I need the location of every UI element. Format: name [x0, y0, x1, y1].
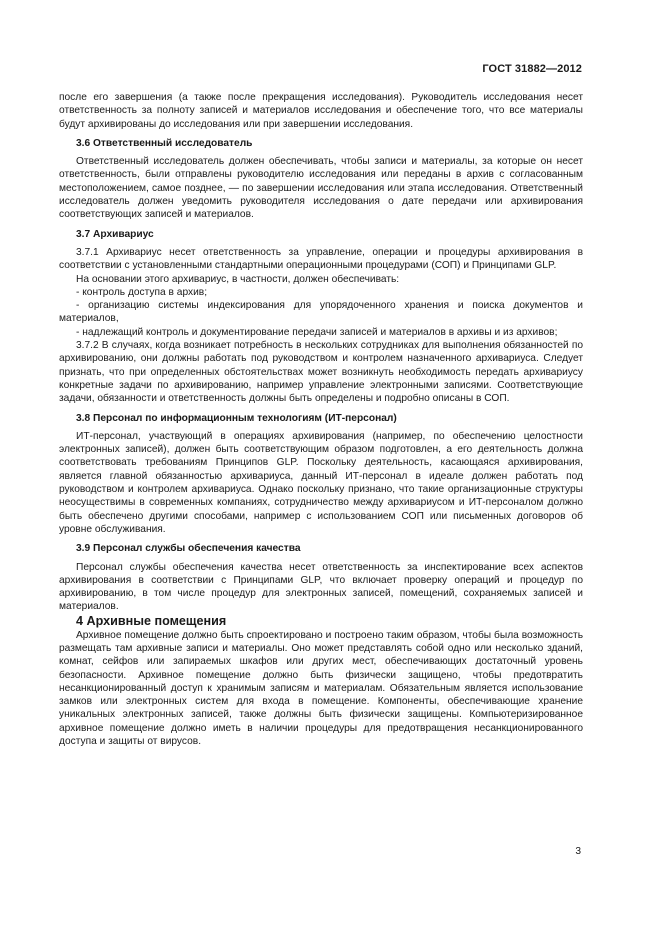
- list-item-access-control: - контроль доступа в архив;: [76, 286, 208, 298]
- section-3-9-paragraph: Персонал службы обеспечения качества несет ответственность за инспектирование всех аспектов архивирования в соответствии с Принципами GLP, что включает проверку операций и процедур по архивированию, в том числе процедур для электронных записей, помещений, сохраняемых записей и материалов.: [59, 561, 583, 613]
- section-3-7-2-paragraph: 3.7.2 В случаях, когда возникает потребность в нескольких сотрудниках для выполнения обязанностей по архивированию, они должны работать под руководством и контролем назначенного архивариуса. Следует признать, что при определенных обстоятельствах может возникнуть необходимость передать архивариусу конкретные задачи по архивированию, например управление электронными записями. Соответствующие задачи, обязанности и ответственность должны быть определены и подробно описаны в СОП.: [59, 340, 583, 405]
- section-3-6-paragraph: Ответственный исследователь должен обеспечивать, чтобы записи и материалы, за которые он несет ответственность, были отправлены руководителю исследования или переданы в архив с согласованным местоположением, самое позднее, — по завершении исследования или этапа исследования. Ответственный исследователь должен уведомить руководителя исследования о дате передачи или архивирования соответствующих записей и материалов.: [59, 156, 583, 221]
- section-4-heading: 4 Архивные помещения: [76, 613, 227, 628]
- section-3-8-paragraph: ИТ-персонал, участвующий в операциях архивирования (например, по обеспечению целостности электронных записей), должен быть соответствующим образом подготовлен, а его деятельность должна соответствовать требованиям Принципов GLP. Поскольку деятельность, касающаяся архивирования, является главной обязанностью архивариуса, данный ИТ-персонал в идеале должен работать под руководством и контролем архивариуса. Однако поскольку признано, что такие организационные структуры неосуществимы в современных компаниях, сотрудничество между архивариусом и ИТ-персоналом должно быть обеспечено другими способами, например с использованием СОП или письменных договоров об уровне обслуживания.: [59, 430, 583, 535]
- document-header: ГОСТ 31882—2012: [482, 63, 582, 75]
- section-4-paragraph: Архивное помещение должно быть спроектировано и построено таким образом, чтобы была возможность размещать там архивные записи и материалы. Оно может представлять собой одно или несколько зданий, комнат, сейфов или запираемых шкафов или других мест, обеспечивающих достаточный уровень безопасности. Архивное помещение должно быть физически защищено, чтобы предотвратить несанкционированный доступ к хранимым записям и материалам. Обязательным является использование замков или электронных систем для входа в помещение. Компоненты, обеспечивающие хранение уникальных электронных записей, также должны быть физически защищены. Компьютеризированное архивное помещение должно иметь в наличии процедуры для предотвращения несанкционированного доступа и защиты от вирусов.: [59, 629, 583, 748]
- paragraph-continuation: после его завершения (а также после прекращения исследования). Руководитель исследования несет ответственность за полноту записей и материалов исследования и обеспечение того, что все материалы будут архивированы до исследования или при завершении исследования.: [59, 92, 583, 130]
- section-3-7-heading: 3.7 Архивариус: [76, 228, 154, 240]
- section-3-7-intro: На основании этого архивариус, в частности, должен обеспечивать:: [76, 273, 400, 285]
- section-3-9-heading: 3.9 Персонал службы обеспечения качества: [76, 543, 301, 555]
- section-3-8-heading: 3.8 Персонал по информационным технологиям (ИТ-персонал): [76, 412, 397, 424]
- list-item-transfer-control: - надлежащий контроль и документирование передачи записей и материалов в архивы и из архивов;: [76, 326, 558, 338]
- document-body: [59, 91, 583, 748]
- section-3-7-1-paragraph: 3.7.1 Архивариус несет ответственность за управление, операции и процедуры архивирования в соответствии с установленными стандартными операционными процедурами (СОП) и Принципами GLP.: [59, 246, 583, 272]
- page-number: 3: [575, 846, 581, 857]
- section-3-6-heading: 3.6 Ответственный исследователь: [76, 137, 253, 149]
- list-item-indexing: - организацию системы индексирования для упорядоченного хранения и поиска документов и материалов,: [59, 300, 583, 325]
